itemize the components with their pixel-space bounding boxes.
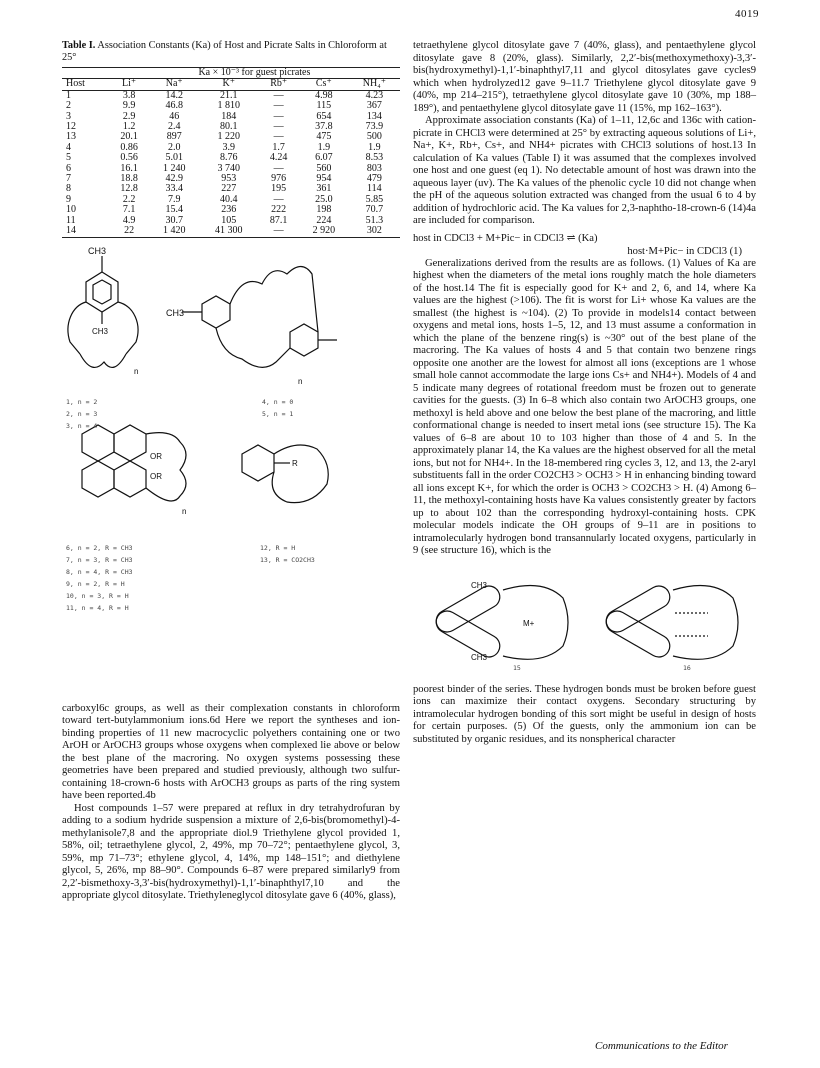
table-value-cell: 20.1 xyxy=(120,131,138,143)
right-paragraph-4: poorest binder of the series. These hydrogen bonds must be broken before guest ions can maximize their contact oxygens. Secondary structuring by intramolecular hydrogen bonding of this sort might be useful in design of hosts for certain purposes. (5) Of the guests, only the ammonium ion can be substituted by organic residues, and its nonspherical character xyxy=(413,683,756,745)
table-value-cell: 361 xyxy=(316,183,332,195)
table-value-cell: 73.9 xyxy=(365,121,384,133)
table-value-cell: 1 240 xyxy=(162,162,186,174)
equation-line-2: host·M+Pic− in CDCl3 (1) xyxy=(627,245,742,257)
label-compound-2: 2, n = 3 xyxy=(66,409,98,418)
table-value-cell: 1.2 xyxy=(122,121,136,133)
table-value-cell: 236 xyxy=(221,204,237,216)
label-compound-10: 10, n = 3, R = H xyxy=(66,591,129,600)
table-value-cell: 5.85 xyxy=(365,193,384,205)
table-value-cell: 302 xyxy=(349,226,400,237)
table-host-cell: 9 xyxy=(66,193,71,205)
table-value-cell: 134 xyxy=(366,110,382,122)
table-header-cell: Host xyxy=(62,79,109,90)
label-compound-4: 4, n = 0 xyxy=(262,397,294,406)
page-number: 4019 xyxy=(735,8,759,20)
left-column xyxy=(62,40,400,903)
structure-drawings-left xyxy=(62,244,400,701)
or-label-1: OR xyxy=(150,451,162,461)
table-value-cell: 7.1 xyxy=(122,204,136,216)
table-value-cell: 16.1 xyxy=(120,162,138,174)
table-value-cell: 8.53 xyxy=(365,152,384,164)
table-value-cell: — xyxy=(273,162,284,174)
table-value-cell: 40.4 xyxy=(220,193,238,205)
association-constants-table xyxy=(62,67,400,238)
n-subscript-3: n xyxy=(182,506,187,516)
table-host-cell: 1 xyxy=(62,90,109,101)
table-value-cell: 2.2 xyxy=(122,193,136,205)
table-value-cell: 9.9 xyxy=(122,100,136,112)
n-subscript-2: n xyxy=(298,376,303,386)
table-value-cell: 2.4 xyxy=(167,121,181,133)
right-paragraph-2: Approximate association constants (Ka) of 1–11, 12,6c and 136c with cation-picrate in CHCl3 were determined at 25° by extracting aqueous solutions of Li+, Na+, K+, Rb+, Cs+, and NH4+ picrates with CHCl3 solutions of host.13 In calculation of Ka values (Table I) it was assumed that the complexes involved one host and one guest (eq 1). No detectable amount of host was drawn into the aqueous layer (uv). The Ka values of the phenolic cycle 10 did not change when the pH of the aqueous solution extracted was changed from the usual 6 to 4 by addition of hydrochloric acid. The Ka values for 2,3-naphtho-18-crown-6 (14)4a are included for comparison. xyxy=(413,115,756,226)
table-value-cell: 114 xyxy=(367,183,382,195)
table-value-cell: 4.24 xyxy=(269,152,288,164)
table-host-cell: 2 xyxy=(66,100,71,112)
right-paragraph-3: Generalizations derived from the results are as follows. (1) Values of Ka are highest when the diameters of the metal ions roughly match the hole diameters of the host.14 The fit is especially good for K+ and 2, 6, and 14, where Ka values are the highest (>106). The fit is worst for Li+ whose Ka values are the smallest (the highest is ~104). (2) To provide in models14 contact between oxygens and metal ions, hosts 1–5, 12, and 13 must assume a conformation in which the plane of the benzene ring(s) is ~30° out of the best plane of the macroring. The Ka values of hosts 4 and 5 that contain two benzene rings opposite one another are the lowest for almost all ions (exceptions are 1 whose small hole cannot accommodate the large ions Cs+ and NH4+). Models of 4 and 5 indicate many degrees of rotational freedom must be frozen out to generate cavities for the guests. (3) In 6–8 which also contain two ArOCH3 groups, one methoxyl is held above and one below the best plane of the macroring, and little conformational change is needed to insert metal ions (see structure 15). The Ka values of 6–8 are about 10 to 103 higher than those of 4 and 5. In the approximately planar 14, the Ka values are the highest observed for all the metal ions, but not for NH4+. In the 18-membered ring cycles 3, 12, and 13, the 2-aryl substituents fall in the order CO2CH3 > OCH3 > H in enhancing binding toward all ions except K+, for which the order is OCH3 > CO2CH3 > H. (4) Among 6–11, the methoxyl-containing hosts have Ka values consistently greater by factors up to about 102 than the corresponding hydroxyl-containing hosts. CPK molecular models indicate the OH groups of 9–11 are in positions to intramolecularly hydrogen bond transannularly located oxygens, particularly in 9 (see structure 16), which is the xyxy=(413,257,756,556)
table-value-cell: 3.8 xyxy=(109,90,149,101)
structures-15-16-svg xyxy=(413,568,756,678)
structure-1-3-drawing xyxy=(68,246,138,376)
table-value-cell: 8.76 xyxy=(220,152,238,164)
table-value-cell: 4.98 xyxy=(299,90,349,101)
table-value-cell: 105 xyxy=(221,214,237,226)
left-paragraph-2: Host compounds 1–57 were prepared at reflux in dry tetrahydrofuran by adding to a sodium hydride suspension a mixture of 2,6-bis(bromomethyl)-4-methylanisole7,8 and the appropriate diol.9 Triethylene glycol provided 1, 58%, oil; tetraethylene glycol, 2, 49%, mp 70–72°; pentaethylene glycol, 3, 59%, mp 71–73°; ethylene glycol, 4, 14%, mp 148–151°; and diethylene glycol, 5, 26%, mp 88–90°. Compounds 6–87 were prepared similarly9 from 2,2′-bismethoxy-3,3′-bis(hydroxymethyl)-1,1′-binaphthyl7,10 and the appropriate glycol ditosylate. Triethyleneglycol ditosylate gave 6 (40%, glass), xyxy=(62,802,400,901)
label-compound-8: 8, n = 4, R = CH3 xyxy=(66,567,133,576)
label-compound-1: 1, n = 2 xyxy=(66,397,98,406)
table-value-cell: 222 xyxy=(271,204,287,216)
structure-12-13-drawing xyxy=(242,445,328,503)
equation-line-1: host in CDCl3 + M+Pic− in CDCl3 ⇌ (Ka) xyxy=(413,232,598,244)
table-value-cell: 953 xyxy=(221,173,237,185)
table-host-cell: 14 xyxy=(62,226,109,237)
table-value-cell: 18.8 xyxy=(120,173,138,185)
table-caption xyxy=(62,40,400,64)
table-value-cell: 15.4 xyxy=(165,204,183,216)
structure-15-drawing xyxy=(432,581,568,662)
table-value-cell: 803 xyxy=(366,162,382,174)
table-header-cell: Cs⁺ xyxy=(299,79,349,90)
label-structure-15: 15 xyxy=(513,663,521,672)
table-value-cell: 37.8 xyxy=(315,121,333,133)
table-value-cell: — xyxy=(258,226,298,237)
r-label: R xyxy=(292,458,298,468)
journal-footer: Communications to the Editor xyxy=(595,1040,728,1052)
table-value-cell: — xyxy=(273,131,284,143)
table-body xyxy=(62,90,400,237)
right-paragraph-1: tetraethylene glycol ditosylate gave 7 (40%, glass), and pentaethylene glycol ditosylate gave 8 (20%, glass). Similarly, 2,2′-bis(methoxymethoxy)-3,3′-bis(hydroxymethyl)-1,1′-binaphthyl7,11 and glycol ditosylates gave cycles9 which when hydrolyzed12 gave 9–11.7 Triethylene glycol ditosylate gave 9 (40%, mp 214–215°), tetraethylene glycol ditosylate gave 10 (30%, mp 188–189°), and pentaethylene glycol ditosylate gave 11 (15%, mp 162–163°). xyxy=(413,40,756,114)
table-value-cell: — xyxy=(273,193,284,205)
structure-6-11-drawing xyxy=(82,425,186,516)
table-header-cell: Li⁺ xyxy=(109,79,149,90)
table-value-cell: 0.86 xyxy=(120,141,138,153)
table-host-cell: 12 xyxy=(66,121,76,133)
label-compound-3: 3, n = 4 xyxy=(66,421,98,430)
table-host-cell: 6 xyxy=(66,162,71,174)
ch3-small-label: CH3 xyxy=(92,326,109,336)
table-value-cell: — xyxy=(273,100,284,112)
ch3-mid-label: CH3 xyxy=(166,307,185,318)
m-plus-label: M+ xyxy=(523,618,535,628)
structure-16-drawing xyxy=(602,581,738,660)
table-caption-label: Table I. xyxy=(62,40,96,51)
label-structure-16: 16 xyxy=(683,663,691,672)
label-compound-11: 11, n = 4, R = H xyxy=(66,603,129,612)
n-subscript-1: n xyxy=(134,366,139,376)
or-label-2: OR xyxy=(150,471,162,481)
right-column xyxy=(413,40,756,746)
table-value-cell: 897 xyxy=(166,131,182,143)
left-paragraph-1: carboxyl6c groups, as well as their complexation constants in chloroform toward tert-butylammonium ions.6d Here we report the syntheses and ion-binding properties of 11 new macrocyclic polyethers containing one or two ArOH or ArOCH3 groups whose oxygens when complexed lie above or below the best plane of the macroring. No oxygen systems possessing these geometries have been prepared and studied previously, although two sulfur-containing 18-crown-6 hosts with ArOCH3 groups as parts of the ring system have been reported.4b xyxy=(62,702,400,801)
table-value-cell: 1 810 xyxy=(217,100,241,112)
label-compound-5: 5, n = 1 xyxy=(262,409,294,418)
table-value-cell: 46 xyxy=(169,110,180,122)
table-value-cell: 2.0 xyxy=(167,141,181,153)
table-value-cell: 25.0 xyxy=(315,193,333,205)
table-value-cell: 14.2 xyxy=(149,90,199,101)
structure-4-5-drawing xyxy=(166,266,337,386)
ch3-15-bottom: CH3 xyxy=(471,652,488,662)
table-value-cell: 0.56 xyxy=(120,152,138,164)
ch3-top-label: CH3 xyxy=(88,245,107,256)
table-host-cell: 4 xyxy=(66,141,71,153)
label-compound-6: 6, n = 2, R = CH3 xyxy=(66,543,133,552)
label-compound-12: 12, R = H xyxy=(260,543,296,552)
table-value-cell: 1.7 xyxy=(272,141,285,153)
table-value-cell: — xyxy=(273,110,284,122)
table-value-cell: 70.7 xyxy=(365,204,384,216)
table-value-cell: 227 xyxy=(221,183,237,195)
structure-drawings-right xyxy=(413,568,756,678)
table-value-cell: 1.9 xyxy=(368,141,381,153)
table-value-cell: 1 420 xyxy=(149,226,199,237)
table-row xyxy=(62,226,400,237)
table-value-cell: 195 xyxy=(271,183,287,195)
table-value-cell: 184 xyxy=(221,110,237,122)
table-host-cell: 10 xyxy=(66,204,76,216)
label-compound-7: 7, n = 3, R = CH3 xyxy=(66,555,133,564)
table-value-cell: 3.9 xyxy=(222,141,236,153)
table-value-cell: 1 220 xyxy=(217,131,241,143)
label-compound-13: 13, R = CO2CH3 xyxy=(260,555,315,564)
table-value-cell: 80.1 xyxy=(220,121,238,133)
table-header-cell: NH₄⁺ xyxy=(349,79,400,90)
table-value-cell: 4.23 xyxy=(349,90,400,101)
table-value-cell: 367 xyxy=(366,100,382,112)
table-value-cell: 2.9 xyxy=(122,110,136,122)
table-value-cell: 51.3 xyxy=(365,214,384,226)
table-host-cell: 5 xyxy=(66,152,71,164)
table-host-cell: 13 xyxy=(66,131,76,143)
table-value-cell: 41 300 xyxy=(199,226,258,237)
table-value-cell: 33.4 xyxy=(165,183,183,195)
table-value-cell: 5.01 xyxy=(165,152,183,164)
table-header-cell: Na⁺ xyxy=(149,79,199,90)
table-value-cell: 22 xyxy=(109,226,149,237)
table-value-cell: 42.9 xyxy=(165,173,183,185)
table-host-cell: 8 xyxy=(66,183,71,195)
ch3-15-top: CH3 xyxy=(471,580,488,590)
table-value-cell: 12.8 xyxy=(120,183,138,195)
table-value-cell: 1.9 xyxy=(317,141,331,153)
table-value-cell: 7.9 xyxy=(167,193,181,205)
table-header-cell: K⁺ xyxy=(199,79,258,90)
table-value-cell: 6.07 xyxy=(315,152,333,164)
table-value-cell: 4.9 xyxy=(122,214,136,226)
table-value-cell: 3 740 xyxy=(217,162,241,174)
label-compound-9: 9, n = 2, R = H xyxy=(66,579,125,588)
table-value-cell: 46.8 xyxy=(165,100,183,112)
table-host-cell: 3 xyxy=(66,110,71,122)
table-value-cell: 479 xyxy=(366,173,382,185)
table-value-cell: 21.1 xyxy=(199,90,258,101)
table-host-cell: 7 xyxy=(66,173,71,185)
table-caption-text: Association Constants (Ka) of Host and Picrate Salts in Chloroform at 25° xyxy=(62,40,387,63)
table-value-cell: 198 xyxy=(316,204,332,216)
table-value-cell: 954 xyxy=(316,173,332,185)
table-value-cell: 654 xyxy=(316,110,332,122)
table-value-cell: 976 xyxy=(271,173,287,185)
table-value-cell: — xyxy=(273,121,284,133)
table-value-cell: 87.1 xyxy=(269,214,288,226)
table-value-cell: 115 xyxy=(316,100,332,112)
table-value-cell: 2 920 xyxy=(299,226,349,237)
table-header-row xyxy=(62,79,400,90)
table-header-cell: Rb⁺ xyxy=(258,79,298,90)
structures-svg xyxy=(62,244,400,701)
table-supercolumn: Ka × 10⁻³ for guest picrates xyxy=(109,68,400,79)
table-host-cell: 11 xyxy=(66,214,76,226)
table-value-cell: — xyxy=(258,90,298,101)
table-value-cell: 475 xyxy=(316,131,332,143)
table-value-cell: 224 xyxy=(316,214,332,226)
table-value-cell: 560 xyxy=(316,162,332,174)
table-value-cell: 500 xyxy=(366,131,382,143)
table-value-cell: 30.7 xyxy=(165,214,183,226)
